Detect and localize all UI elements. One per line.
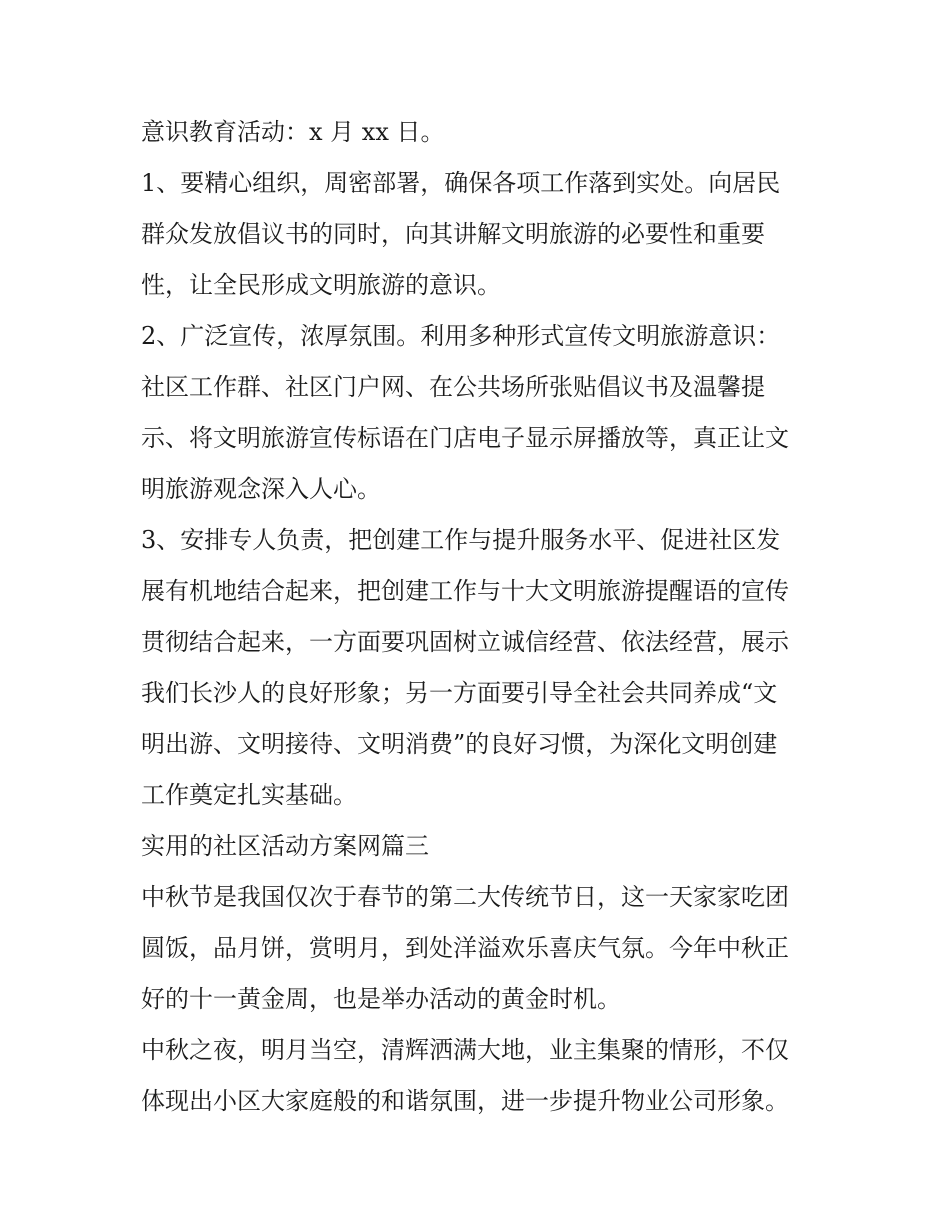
text-line: 2、广泛宣传，浓厚氛围。利用多种形式宣传文明旅游意识：	[141, 322, 781, 350]
text-line: 明出游、文明接待、文明消费”的良好习惯，为深化文明创建	[141, 730, 778, 758]
paragraph-item-1	[141, 158, 831, 311]
paragraph-mid-autumn-night	[141, 1025, 831, 1127]
text-line: 社区工作群、社区门户网、在公共场所张贴倡议书及温馨提	[141, 373, 765, 401]
text-line: 中秋节是我国仅次于春节的第二大传统节日，这一天家家吃团	[141, 883, 789, 911]
paragraph-activity-date	[141, 107, 831, 158]
text-line: 好的十一黄金周，也是举办活动的黄金时机。	[141, 985, 621, 1013]
text-line: 意识教育活动：x 月 xx 日。	[141, 118, 445, 146]
text-line: 3、安排专人负责，把创建工作与提升服务水平、促进社区发	[141, 526, 781, 554]
text-line: 我们长沙人的良好形象；另一方面要引导全社会共同养成“文	[141, 679, 778, 707]
text-line: 示、将文明旅游宣传标语在门店电子显示屏播放等，真正让文	[141, 424, 789, 452]
paragraph-mid-autumn-intro	[141, 872, 831, 1025]
document-body	[141, 107, 831, 1127]
text-line: 中秋之夜，明月当空，清辉洒满大地，业主集聚的情形，不仅	[141, 1036, 789, 1064]
text-line: 圆饭，品月饼，赏明月，到处洋溢欢乐喜庆气氛。今年中秋正	[141, 934, 789, 962]
text-line: 性，让全民形成文明旅游的意识。	[141, 271, 501, 299]
text-line: 明旅游观念深入人心。	[141, 475, 381, 503]
text-line: 1、要精心组织，周密部署，确保各项工作落到实处。向居民	[141, 169, 781, 197]
text-line: 工作奠定扎实基础。	[141, 781, 357, 809]
paragraph-item-2	[141, 311, 831, 515]
text-line: 展有机地结合起来，把创建工作与十大文明旅游提醒语的宣传	[141, 577, 789, 605]
text-line: 实用的社区活动方案网篇三	[141, 832, 429, 860]
paragraph-item-3	[141, 515, 831, 821]
text-line: 体现出小区大家庭般的和谐氛围，进一步提升物业公司形象。	[141, 1087, 789, 1115]
text-line: 群众发放倡议书的同时，向其讲解文明旅游的必要性和重要	[141, 220, 765, 248]
section-heading	[141, 821, 831, 872]
text-line: 贯彻结合起来，一方面要巩固树立诚信经营、依法经营，展示	[141, 628, 789, 656]
